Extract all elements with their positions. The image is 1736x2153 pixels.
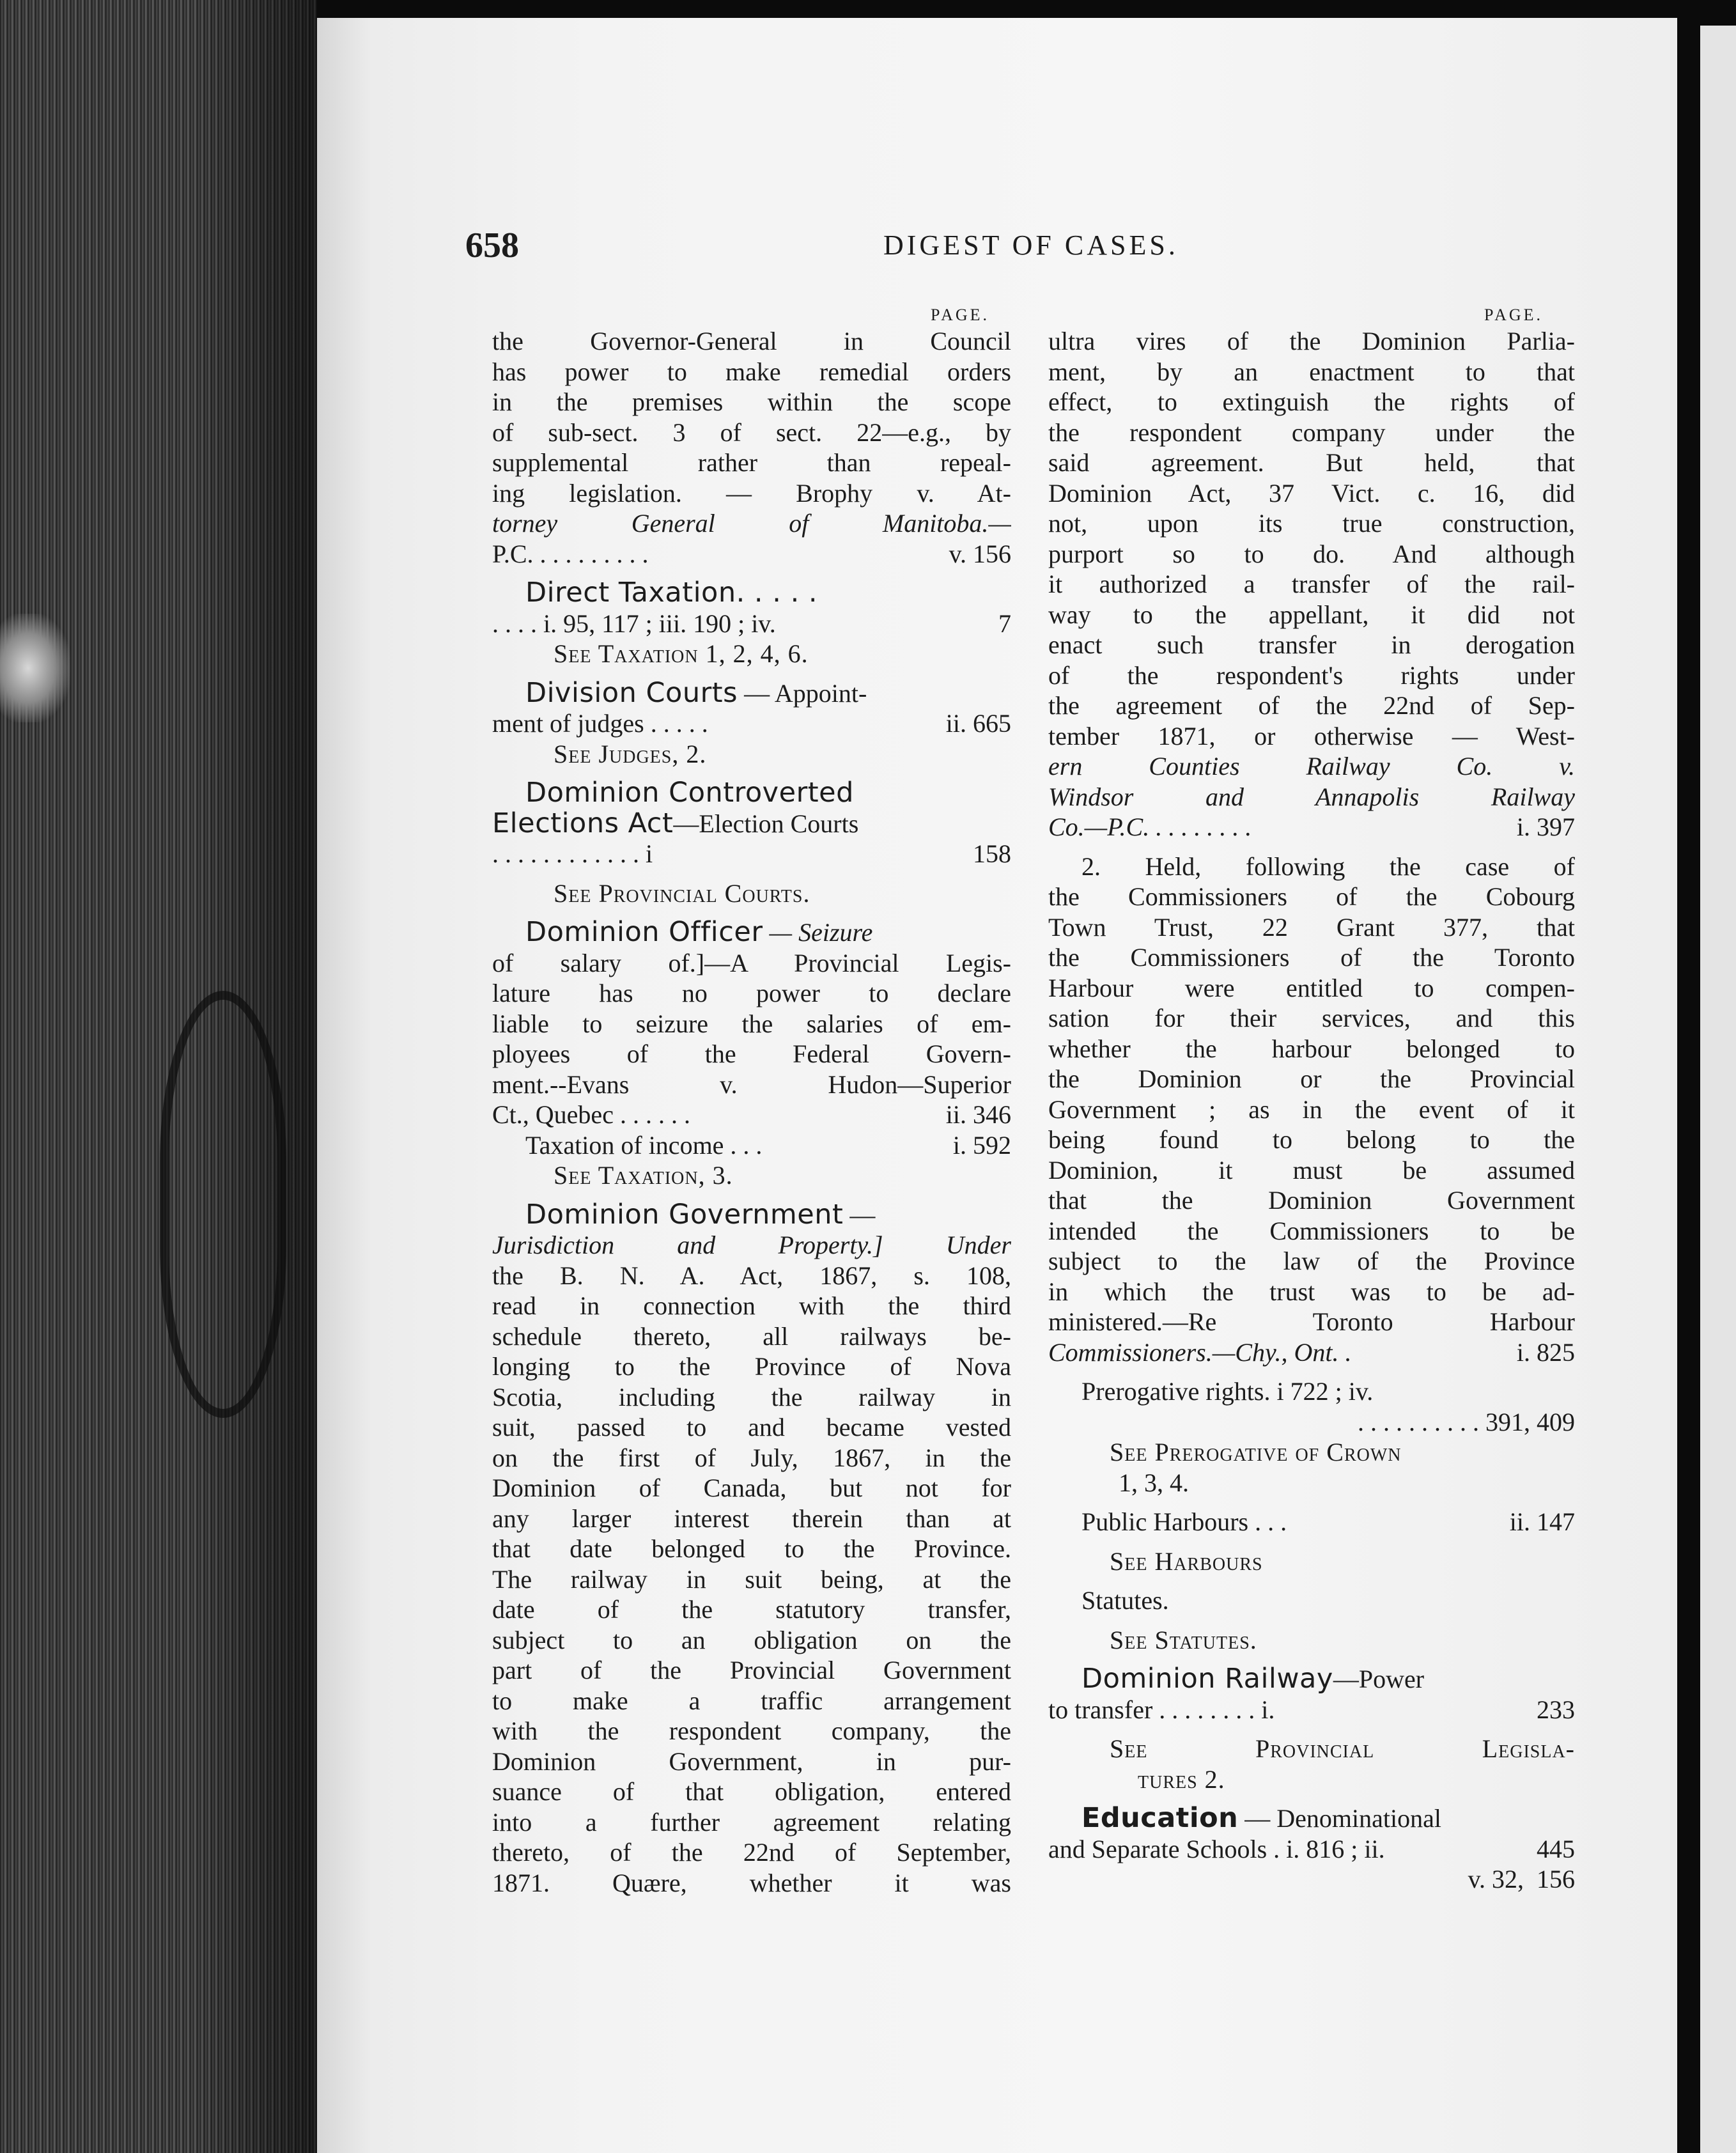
text-line: suance of that obligation, entered [492,1777,1011,1806]
page-gutter [1677,0,1700,2153]
text-line: that date belonged to the Province. [492,1534,1011,1563]
text-line: P.C. . . . . . . . . . [492,539,649,568]
text-line: Dominion Act, 37 Vict. c. 16, did [1048,478,1575,508]
direct-taxation-entry [492,578,1011,669]
text-line: 2. Held, following the case of [1081,851,1575,881]
controverted-elections-entry [492,778,1011,908]
text-line: with the respondent company, the [492,1716,1011,1745]
entry-heading: Dominion Controverted [525,777,854,809]
running-head: DIGEST OF CASES. [883,229,1179,261]
text-line: the Dominion or the Provincial [1048,1064,1575,1093]
text-line: —Power [1333,1665,1425,1693]
library-stamp-mark [160,991,286,1418]
text-line: not, upon its true construction, [1048,509,1575,538]
see-reference: See Taxation, 3. [554,1161,733,1190]
text-line: effect, to extinguish the rights of [1048,387,1575,416]
text-line: thereto, of the 22nd of September, [492,1838,1011,1867]
see-reference: 1, 3, 4. [1119,1468,1189,1497]
text-line: the Commissioners of the Toronto [1048,943,1575,972]
page-reference: 445 [1537,1834,1575,1863]
text-line: in which the trust was to be ad- [1048,1277,1575,1306]
text-line: and Separate Schools . i. 816 ; ii. [1048,1834,1385,1863]
text-line: ment.--Evans v. Hudon—Superior [492,1069,1011,1099]
text-line: Harbour were entitled to compen- [1048,973,1575,1002]
text-line: supplemental rather than repeal- [492,448,1011,477]
see-reference: tures 2. [1138,1764,1225,1794]
paper-tear-mark [0,614,70,722]
text-line: of salary of.]—A Provincial Legis- [492,948,1011,977]
page-reference: i. 592 [952,1130,1011,1160]
text-line: Government ; as in the event of it [1048,1094,1575,1124]
text-line: Statutes. [1081,1586,1169,1615]
text-line: date of the statutory transfer, [492,1595,1011,1624]
text-line: the B. N. A. Act, 1867, s. 108, [492,1261,1011,1290]
entry-heading: Dominion Officer [525,916,763,948]
entry-heading: Division Courts [525,676,738,709]
text-line: The railway in suit being, at the [492,1564,1011,1594]
text-line: the Governor-General in Council [492,327,1011,355]
text-line: . . . . i. 95, 117 ; iii. 190 ; iv. [492,609,776,638]
text-line: being found to belong to the [1048,1125,1575,1154]
text-line: Jurisdiction and Property.] Under [492,1231,1011,1259]
text-line: Taxation of income . . . [525,1130,763,1160]
text-line: ing legislation. — Brophy v. At- [492,478,1011,508]
page-reference: ii. 665 [945,709,1011,738]
entry-heading: Education [1081,1802,1239,1834]
entry-heading: Elections Act [492,807,674,839]
text-line: ern Counties Railway Co. v. [1048,752,1575,781]
next-page-edge [1700,26,1736,2153]
page-reference: 7 [998,609,1011,638]
page-reference: 156 [1537,1865,1575,1893]
text-line: ment, by an enactment to that [1048,357,1575,386]
text-line: torney General of Manitoba.— [492,509,1011,538]
left-column [492,326,1011,1898]
text-line: lature has no power to declare [492,979,1011,1007]
see-reference: See Harbours [1110,1546,1263,1576]
text-line: ployees of the Federal Govern- [492,1039,1011,1068]
text-line: —Election Courts [673,809,859,838]
division-courts-entry [492,678,1011,770]
see-reference: See Prerogative of Crown [1110,1438,1402,1466]
text-line: read in connection with the third [492,1291,1011,1320]
text-line: . . . . . . . . . . 391, 409 [1358,1407,1575,1436]
page-number: 658 [465,226,519,265]
page-reference: i. 825 [1516,1337,1575,1367]
text-line: 1871. Quære, whether it was [492,1868,1011,1897]
text-line: of the respondent's rights under [1048,660,1575,690]
text-line: of sub-sect. 3 of sect. 22—e.g., by [492,417,1011,447]
text-line: whether the harbour belonged to [1048,1034,1575,1063]
page-reference: v. 156 [949,539,1011,568]
text-line: — Appoint- [738,678,867,708]
text-line: enact such transfer in derogation [1048,630,1575,659]
education-entry [1048,1803,1575,1895]
see-reference: See Judges, 2. [554,739,707,768]
text-line: Commissioners.—Chy., Ont. . [1048,1337,1352,1367]
text-line: to transfer . . . . . . . . i. [1048,1695,1275,1724]
see-reference: See Statutes. [1110,1625,1257,1654]
text-line: Co.—P.C. . . . . . . . . [1048,812,1252,841]
text-line: has power to make remedial orders [492,357,1011,386]
text-line: Public Harbours . . . [1081,1507,1287,1536]
see-reference: See Provincial Courts. [554,878,810,908]
dominion-railway-entry [1048,1664,1575,1794]
text-line: that the Dominion Government [1048,1186,1575,1215]
text-line: way to the appellant, it did not [1048,600,1575,629]
dominion-officer-entry [492,917,1011,1191]
text-line: into a further agreement relating [492,1807,1011,1837]
text-line: any larger interest therein than at [492,1504,1011,1533]
text-line: . . . . . . . . . . . . i [492,839,653,868]
left-column-page-label: PAGE. [931,306,990,324]
text-line: tember 1871, or otherwise — West- [1048,721,1575,750]
text-line: schedule thereto, all railways be- [492,1321,1011,1351]
text-line: on the first of July, 1867, in the [492,1443,1011,1472]
page-reference: 158 [973,839,1011,868]
right-column [1048,326,1575,1895]
statutes-entry [1048,1585,1575,1655]
text-line: sation for their services, and this [1048,1004,1575,1032]
text-line: — Seizure [763,918,873,947]
entry-heading: Dominion Government [525,1198,844,1231]
public-harbours-entry [1048,1507,1575,1576]
text-line: subject to an obligation on the [492,1625,1011,1654]
text-line: Windsor and Annapolis Railway [1048,782,1575,811]
entry-heading: Dominion Railway [1081,1663,1333,1695]
prerogative-rights-entry [1048,1376,1575,1498]
text-line: Ct., Quebec . . . . . . [492,1100,690,1129]
text-line: ment of judges . . . . . [492,709,708,738]
text-line: Scotia, including the railway in [492,1382,1011,1411]
text-line: in the premises within the scope [492,387,1011,416]
page-reference: ii. 147 [1509,1507,1575,1536]
text-line: part of the Provincial Government [492,1656,1011,1684]
page-reference: 233 [1537,1695,1575,1724]
text-line: purport so to do. And although [1048,539,1575,568]
text-line: liable to seizure the salaries of em- [492,1009,1011,1038]
western-counties-entry [1048,326,1575,843]
text-line: suit, passed to and became vested [492,1413,1011,1442]
see-reference: See Provincial Legisla- [1110,1734,1575,1763]
page-reference: ii. 346 [945,1100,1011,1129]
text-line: v. 32, [1468,1865,1524,1893]
text-line: longing to the Province of Nova [492,1352,1011,1381]
text-line: subject to the law of the Province [1048,1247,1575,1275]
text-line: said agreement. But held, that [1048,448,1575,477]
text-line: intended the Commissioners to be [1048,1216,1575,1245]
text-line: the Commissioners of the Cobourg [1048,882,1575,911]
dominion-government-entry [492,1200,1011,1899]
text-line: Dominion Government, in pur- [492,1746,1011,1776]
entry-heading: Direct Taxation. . . . . [525,577,818,609]
text-line: ministered.—Re Toronto Harbour [1048,1307,1575,1336]
text-line: Prerogative rights. i 722 ; iv. [1081,1377,1374,1406]
text-line: Dominion, it must be assumed [1048,1155,1575,1185]
page-reference: i. 397 [1516,812,1575,841]
text-line: it authorized a transfer of the rail- [1048,570,1575,598]
brophy-entry [492,326,1011,569]
text-line: Dominion of Canada, but not for [492,1473,1011,1502]
text-line: Town Trust, 22 Grant 377, that [1048,912,1575,942]
right-column-page-label: PAGE. [1484,306,1544,324]
toronto-harbour-entry [1048,851,1575,1368]
text-line: to make a traffic arrangement [492,1686,1011,1715]
text-line: — [843,1200,876,1229]
text-line: the agreement of the 22nd of Sep- [1048,691,1575,720]
text-line: — Denominational [1238,1804,1441,1833]
text-line: ultra vires of the Dominion Parlia- [1048,327,1575,355]
text-line: the respondent company under the [1048,417,1575,447]
see-reference: See Taxation 1, 2, 4, 6. [554,639,809,668]
